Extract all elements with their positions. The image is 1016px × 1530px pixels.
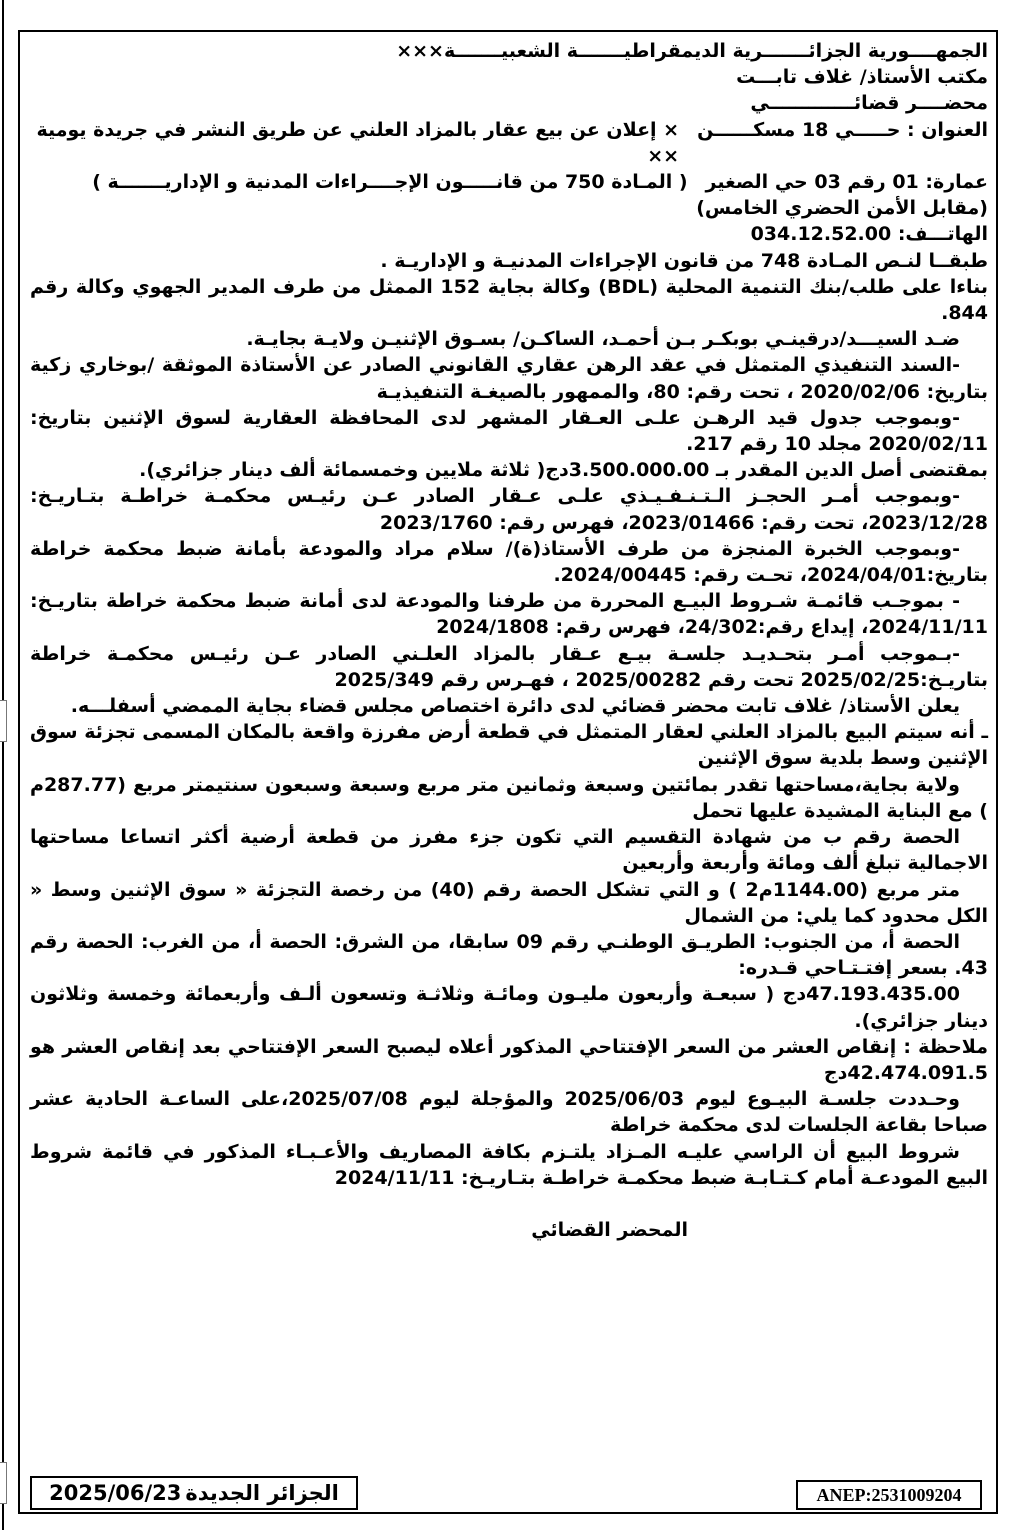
paragraph: 47.193.435.00دج ( سبعـة وأربعون مليـون ومائـة وثلاثـة وتسعون ألـف وأربعمائة وخمسة وثلاثون دينار جزائري). <box>30 983 988 1032</box>
paragraph: ملاحظة : إنقاص العشر من السعر الإفتتاحي المذكور أعلاه ليصبح السعر الإفتتاحي بعد إنقاص العشر هو 42.474.091.5دج <box>30 1035 988 1084</box>
paragraph: يعلن الأستاذ/ غلاف تابت محضر قضائي لدى دائرة اختصاص مجلس قضاء بجاية الممضي أسفلـــه. <box>70 695 960 718</box>
paragraph: وحـددت جلسـة البيـوع ليوم 2025/06/03 والمؤجلة ليوم 2025/07/08،على الساعـة الحادية عشر صباحا بقاعة الجلسات لدى محكمة خراطة <box>30 1088 988 1137</box>
landmark: (مقابل الأمن الحضري الخامس) <box>696 197 988 220</box>
article-reference: ( المـادة 750 من قانـــــون الإجــــراءات المدنية و الإداريـــــــة ) <box>92 171 688 194</box>
paragraph: الحصة أ، من الجنوب: الطريـق الوطنـي رقم 09 سابقا، من الشرق: الحصة أ، من الغرب: الحصة رقم 43. بسعر إفتـتـاحي قـدره: <box>30 930 988 980</box>
address-row <box>30 117 988 169</box>
address-line: العنوان : حـــــي 18 مسكــــــن <box>697 118 988 141</box>
anep-box <box>796 1480 982 1510</box>
phone: الهاتـــف: 034.12.52.00 <box>750 223 988 246</box>
paragraph: متر مربع (1144.00م2 ) و التي تشكل الحصة رقم (40) من رخصة التجزئة « سوق الإثنين وسط « الكل محدود كما يلي: من الشمال <box>30 878 988 927</box>
newspaper-name: الجزائر الجديدة <box>185 1481 339 1505</box>
paragraph: ولاية بجاية،مساحتها تقدر بمائتين وسبعة وثمانين متر مربع وسبعة وسبعون سنتيمتر مربع (287.77م ) مع البناية المشيدة عليها تحمل <box>30 773 988 822</box>
building-address: عمارة: 01 رقم 03 حي الصغير <box>705 171 988 194</box>
office-role: محضــــر قضائـــــــــــــي <box>750 92 988 115</box>
paragraph: -وبموجب الخبرة المنجزة من طرف الأستاذ(ة)/ سلام مراد والمودعة بأمانة ضبط محكمة خراطة بتاريخ:2024/04/01، تحـت رقم: 2024/00445. <box>30 537 988 587</box>
paragraph: الحصة رقم ب من شهادة التقسيم التي تكون جزء مفرز من قطعة أرضية أكثر اتساعا مساحتها الاجمالية تبلغ ألف ومائة وأربعة وأربعين <box>30 826 988 875</box>
publication-box <box>30 1476 358 1510</box>
publication-date: 2025/06/23 <box>49 1481 182 1505</box>
paragraph: شروط البيع أن الراسي عليـه المـزاد يلتـزم بكافة المصاريف والأعـبـاء المذكور في قائمة شروط البيع المودعـة أمام كـتـابـة ضبط محكمـة خراطـة بتـاريـخ: 2024/11/11 <box>30 1140 988 1189</box>
page-edge-rule <box>2 0 4 1530</box>
paragraph: بناءا على طلب/بنك التنمية المحلية (BDL) وكالة بجاية 152 الممثل من طرف المدير الجهوي وكالة رقم 844. <box>30 275 989 325</box>
paragraph: -وبموجب جدول قيد الرهـن علـى العـقار المشهر لدى المحافظة العقارية لسوق الإثنين بتاريخ: 2020/02/11 مجلد 10 رقم 217. <box>30 406 988 456</box>
anep-reference: ANEP:2531009204 <box>816 1484 962 1505</box>
paragraph: ضـد السيـــد/درقينـي بوبكـر بـن أحمـد، الساكـن/ بسـوق الإثنيـن ولايـة بجايـة. <box>246 328 960 351</box>
paragraph: -وبموجب أمـر الحجـز الـتـنـفـيـذي علـى عـقار الصادر عـن رئيـس محكمـة خراطـة بتـاريـخ: 2023/12/28، تحت رقم: 2023/01466، فهرس رقم: 2023/1760 <box>30 485 988 534</box>
legal-notice <box>30 38 988 1458</box>
office-name: مكتب الأستاذ/ غلاف تابـــت <box>736 66 988 89</box>
margin-tick <box>0 700 7 742</box>
paragraph: - بموجـب قائمـة شـروط البيـع المحررة من طرفنا والمودعة لدى أمانة ضبط محكمة خراطة بتاريـخ: 2024/11/11، إيداع رقم:24/302، فهرس رقم: 2024/1808 <box>30 590 988 639</box>
paragraph: -السند التنفيذي المتمثل في عقد الرهن عقاري القانوني الصادر عن الأستاذة الموثقة /بوخاري زكية بتاريخ: 2020/02/06 ، تحت رقم: 80، والممهور بالصيغـة التنفيذيـة <box>30 354 988 403</box>
paragraph: ـ أنه سيتم البيع بالمزاد العلني لعقار المتمثل في قطعة أرض مفرزة واقعة بالمكان المسمى تجزئة سوق الإثنين وسط بلدية سوق الإثنين <box>30 721 988 770</box>
announcement-title: × إعلان عن بيع عقار بالمزاد العلني عن طريق النشر في جريدة يومية ×× <box>36 118 680 167</box>
paragraph: بمقتضى أصل الدين المقدر بـ 3.500.000.00دج( ثلاثة ملايين وخمسمائة ألف دينار جزائري). <box>139 459 988 482</box>
paragraph: طبقــا لنـص المـادة 748 من قانون الإجراءات المدنيـة و الإداريـة . <box>380 249 988 272</box>
paragraph: -بـموجب أمـر بتحـديـد جلسـة بيـع عـقار بالمزاد العلـني الصادر عـن رئيـس محكمـة خراطة بتاريـخ:2025/02/25 تحت رقم 2025/00282 ، فهـرس رقم 2025/349 <box>30 642 988 691</box>
building-row <box>30 169 988 195</box>
margin-tick <box>0 1462 7 1504</box>
signature: المحضر القضائي <box>531 1218 688 1241</box>
republic-heading: الجمهــــورية الجزائـــــــرية الديمقراطيـــــــة الشعبيـــــــة××× <box>396 40 988 62</box>
